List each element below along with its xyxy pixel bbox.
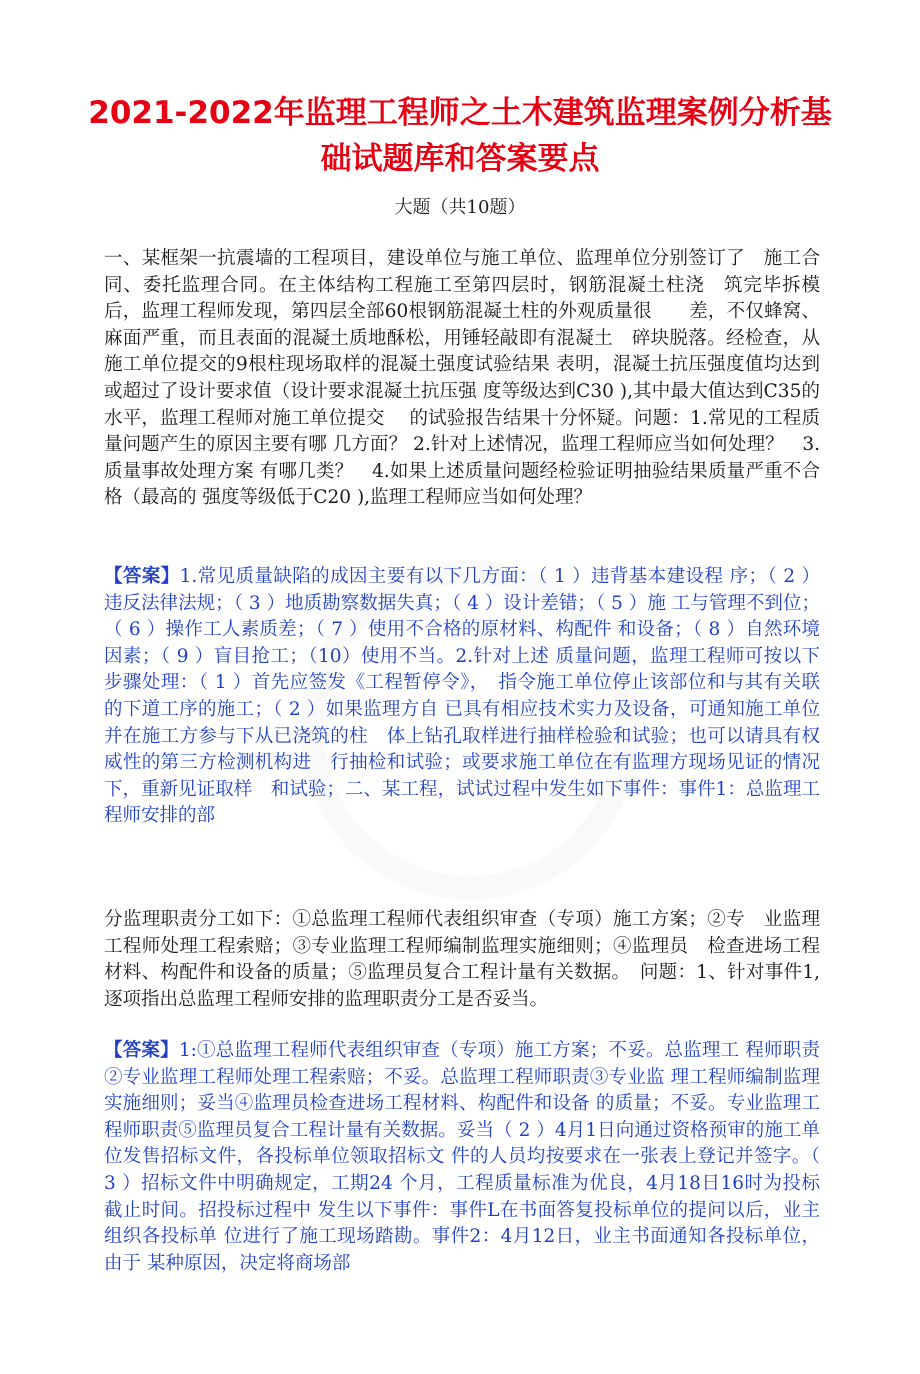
- title-line-1: 2021-2022年监理工程师之土木建筑监理案例分析基: [88, 95, 832, 131]
- question-1-paragraph: 一、某框架一抗震墙的工程项目，建设单位与施工单位、监理单位分别签订了 施工合同、委托监理合同。在主体结构工程施工至第四层时，钢筋混凝土柱浇 筑完毕拆模后，监理工程师发现，第四层全部60根钢筋混凝土柱的外观质量很 差，不仅蜂窝、麻面严重，而且表面的混凝土质地酥松，用锤轻敲即有混凝土 碎块脱落。经检查，从施工单位提交的9根柱现场取样的混凝土强度试验结果 表明，混凝土抗压强度值均达到或超过了设计要求值（设计要求混凝土抗压强 度等级达到C30 ),其中最大值达到C35的水平，监理工程师对施工单位提交 的试验报告结果十分怀疑。问题：1.常见的工程质量问题产生的原因主要有哪 几方面？ 2.针对上述情况，监理工程师应当如何处理？ 3. 质量事故处理方案 有哪几类？ 4.如果上述质量问题经检验证明抽验结果质量严重不合格（最高的 强度等级低于C20 ),监理工程师应当如何处理？: [104, 248, 820, 509]
- answer-2-text: 1:①总监理工程师代表组织审查（专项）施工方案；不妥。总监理工 程师职责②专业监理工程师处理工程索赔；不妥。总监理工程师职责③专业监 理工程师编制监理实施细则；妥当④监理员检查进场工程材料、构配件和设备 的质量；不妥。专业监理工程师职责⑤监理员复合工程计量有关数据。妥当（ 2 ）4月1日向通过资格预审的施工单位发售招标文件，各投标单位领取招标文 件的人员均按要求在一张表上登记并签字。（ 3 ）招标文件中明确规定，工期24 个月，工程质量标准为优良，4月18日16时为投标截止时间。招投标过程中 发生以下事件：事件L在书面答复投标单位的提问以后，业主组织各投标单 位进行了施工现场踏勘。事件2：4月12日，业主书面通知各投标单位，由于 某种原因，决定将商场部: [104, 1040, 820, 1274]
- answer-1-text: 1.常见质量缺陷的成因主要有以下几方面：（ 1 ）违背基本建设程 序；（ 2 ）违反法律法规；（ 3 ）地质勘察数据失真；（ 4 ）设计差错；（ 5 ）施 工与管理不到位；（ 6 ）操作工人素质差；（ 7 ）使用不合格的原材料、构配件 和设备；（ 8 ）自然环境因素；（ 9 ）盲目抢工；（10）使用不当。2.针对上述 质量问题，监理工程师可按以下步骤处理：（ 1 ）首先应签发《工程暂停令》， 指令施工单位停止该部位和与其有关联的下道工序的施工；（ 2 ）如果监理方自 已具有相应技术实力及设备，可通知施工单位并在施工方参与下从已浇筑的柱 体上钻孔取样进行抽样检验和试验；也可以请具有权威性的第三方检测机构进 行抽检和试验；或要求施工单位在有监理方现场见证的情况下，重新见证取样 和试验；二、某工程，试试过程中发生如下事件：事件1：总监理工程师安排的部: [104, 566, 820, 827]
- answer-label: 【答案】: [104, 566, 180, 587]
- answer-1-paragraph: [104, 564, 820, 830]
- document-title: [60, 90, 860, 182]
- answer-label: 【答案】: [104, 1040, 179, 1061]
- answer-2-paragraph: [104, 1038, 820, 1277]
- section-heading: 大题（共10题）: [394, 197, 526, 218]
- question-2-paragraph: 分监理职责分工如下：①总监理工程师代表组织审查（专项）施工方案；②专 业监理工程师处理工程索赔；③专业监理工程师编制监理实施细则；④监理员 检查进场工程材料、构配件和设备的质量；⑤监理员复合工程计量有关数据。 问题：1、针对事件1,逐项指出总监理工程师安排的监理职责分工是否妥当。: [104, 909, 820, 1010]
- title-line-2: 础试题库和答案要点: [320, 141, 600, 177]
